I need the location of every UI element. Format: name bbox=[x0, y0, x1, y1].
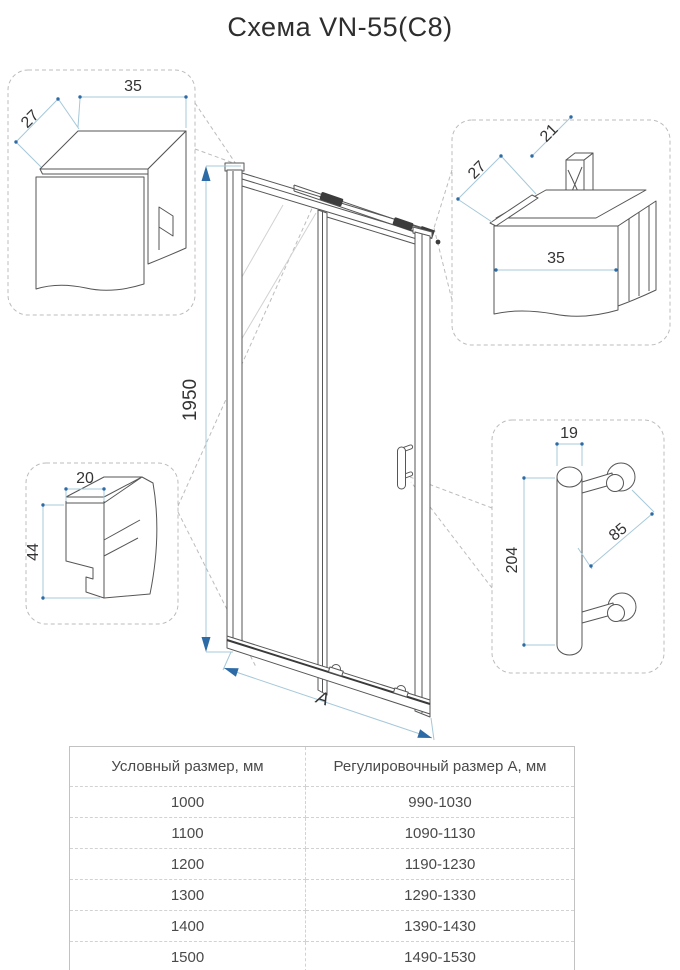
detail-handle bbox=[504, 425, 654, 655]
table-header-adjust-size: Регулировочный размер А, мм bbox=[306, 747, 575, 787]
dim-label-35-right: 35 bbox=[547, 250, 565, 267]
dim-label-19-handle: 19 bbox=[560, 425, 578, 442]
nominal-size-value: 1500 bbox=[70, 942, 306, 970]
dim-label-27-left: 27 bbox=[18, 107, 43, 132]
table-row bbox=[70, 818, 575, 849]
table-row bbox=[70, 911, 575, 942]
door-drawing bbox=[225, 163, 440, 717]
adjust-size-value: 1390-1430 bbox=[306, 911, 575, 942]
nominal-size-value: 1300 bbox=[70, 880, 306, 911]
table-row bbox=[70, 942, 575, 970]
detail-wall-profile-left bbox=[14, 78, 187, 290]
dim-label-44-rail: 44 bbox=[25, 543, 42, 561]
nominal-size-value: 1200 bbox=[70, 849, 306, 880]
adjust-size-value: 1490-1530 bbox=[306, 942, 575, 970]
size-table bbox=[69, 746, 574, 970]
table-row bbox=[70, 849, 575, 880]
dim-label-85-handle: 85 bbox=[606, 520, 631, 545]
nominal-size-value: 1000 bbox=[70, 787, 306, 818]
door-height-label: 1950 bbox=[180, 378, 202, 422]
table-row bbox=[70, 880, 575, 911]
adjust-size-value: 1290-1330 bbox=[306, 880, 575, 911]
nominal-size-value: 1100 bbox=[70, 818, 306, 849]
page-title: Схема VN-55(C8) bbox=[227, 12, 453, 42]
dim-label-27-right: 27 bbox=[465, 158, 490, 183]
adjust-size-value: 1090-1130 bbox=[306, 818, 575, 849]
table-header-row bbox=[70, 747, 575, 787]
dim-label-204-handle: 204 bbox=[504, 546, 521, 574]
detail-rail-profile bbox=[25, 470, 157, 600]
dim-label-20-rail: 20 bbox=[76, 470, 94, 487]
detail-wall-profile-right bbox=[456, 115, 656, 316]
door-width-label: A bbox=[314, 686, 332, 710]
dim-label-35-left: 35 bbox=[124, 78, 142, 95]
adjust-size-value: 990-1030 bbox=[306, 787, 575, 818]
callout-handle bbox=[410, 420, 664, 673]
adjust-size-value: 1190-1230 bbox=[306, 849, 575, 880]
nominal-size-value: 1400 bbox=[70, 911, 306, 942]
table-header-nominal-size: Условный размер, мм bbox=[70, 747, 306, 787]
dim-label-21-right: 21 bbox=[537, 121, 562, 146]
table-row bbox=[70, 787, 575, 818]
